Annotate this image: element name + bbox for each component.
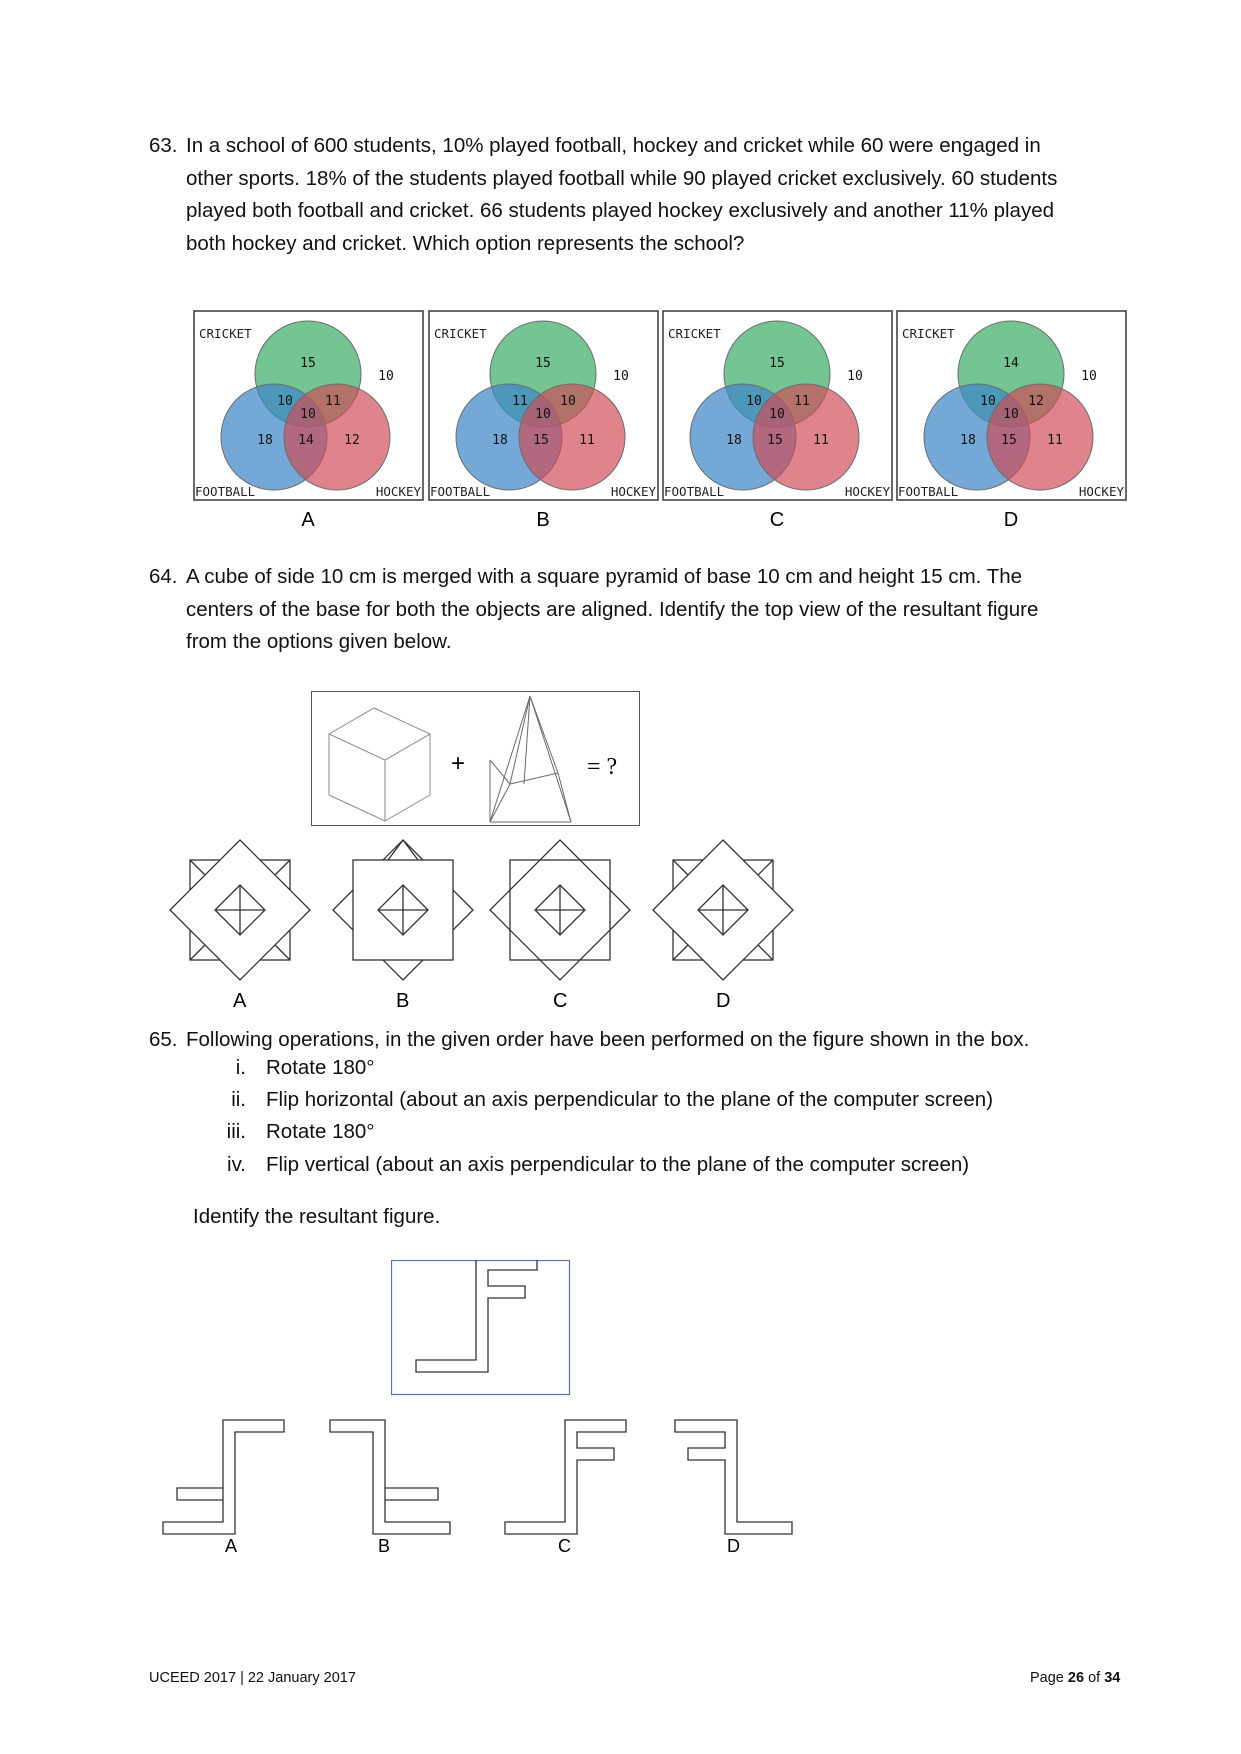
shape-outline [416, 1260, 537, 1372]
outside-value: 10 [613, 369, 629, 384]
option-label: D [716, 990, 731, 1010]
question-line: both hockey and cricket. Which option represents the school? [186, 231, 745, 255]
top-view-option-b[interactable] [333, 840, 473, 980]
top-view-option-a[interactable] [170, 840, 310, 980]
hockey-only-value: 12 [344, 433, 360, 448]
operation-numeral: i. [235, 1056, 246, 1079]
venn-option-a[interactable] [193, 310, 425, 532]
all-three-value: 10 [1003, 407, 1019, 422]
outside-value: 10 [378, 369, 394, 384]
option-label: D [727, 1536, 740, 1556]
option-label: C [553, 990, 568, 1010]
cricket-football-value: 10 [746, 394, 762, 409]
option-label: C [769, 509, 785, 531]
operation-numeral: iii. [226, 1120, 246, 1143]
question-line: In a school of 600 students, 10% played football, hockey and cricket while 60 were engaged in [186, 134, 1041, 157]
page-current: 26 [1067, 1670, 1085, 1686]
venn-option-d[interactable] [896, 310, 1128, 532]
question-number: 65. [149, 1028, 178, 1051]
option-label: D [1003, 509, 1019, 531]
venn-option-c[interactable] [662, 310, 894, 532]
cricket-hockey-value: 11 [794, 394, 810, 409]
hockey-only-value: 11 [579, 433, 595, 448]
cricket-only-value: 15 [769, 356, 785, 371]
hockey-label: HOCKEY [375, 484, 421, 499]
hockey-label: HOCKEY [610, 484, 656, 499]
transform-option-c[interactable] [505, 1420, 626, 1534]
transform-option-b[interactable] [330, 1420, 450, 1534]
football-only-value: 18 [726, 433, 742, 448]
transform-options [155, 1412, 805, 1557]
cricket-football-value: 10 [277, 394, 293, 409]
cricket-hockey-value: 10 [560, 394, 576, 409]
cube-drawing [329, 708, 430, 821]
operation-numeral: ii. [231, 1088, 246, 1111]
question-line: other sports. 18% of the students played football while 90 played cricket exclusively. 60 students [186, 166, 1058, 190]
option-label: A [233, 990, 247, 1010]
hockey-label: HOCKEY [844, 484, 890, 499]
question-text: Following operations, in the given order have been performed on the figure shown in the box. [186, 1028, 1030, 1051]
page-total: 34 [1104, 1670, 1121, 1686]
operation-text: Rotate 180° [266, 1056, 375, 1079]
football-label: FOOTBALL [898, 484, 959, 499]
outside-value: 10 [1081, 369, 1097, 384]
cricket-label: CRICKET [199, 326, 252, 341]
question-text [186, 130, 1057, 260]
outside-value: 10 [847, 369, 863, 384]
venn-option-b[interactable] [428, 310, 660, 532]
football-label: FOOTBALL [195, 484, 256, 499]
question-line: centers of the base for both the objects are aligned. Identify the top view of the resultant figure [186, 597, 1039, 621]
cricket-label: CRICKET [434, 326, 487, 341]
page-prefix: Page [1030, 1670, 1068, 1686]
option-label: A [225, 1536, 238, 1556]
operation-text: Rotate 180° [266, 1120, 375, 1143]
top-view-option-c[interactable] [490, 840, 630, 980]
football-hockey-value: 15 [533, 433, 549, 448]
cricket-hockey-value: 11 [325, 394, 341, 409]
operation-text: Flip vertical (about an axis perpendicular to the plane of the computer screen) [266, 1153, 970, 1176]
hockey-only-value: 11 [813, 433, 829, 448]
cube-pyramid-figure [311, 691, 641, 827]
question-line: played both football and cricket. 66 students played hockey exclusively and another 11% played [186, 199, 1055, 222]
footer-left: UCEED 2017 | 22 January 2017 [149, 1670, 356, 1686]
page-mid: of [1084, 1670, 1105, 1686]
footer-page [1030, 1670, 1120, 1686]
all-three-value: 10 [300, 407, 316, 422]
question-line: from the options given below. [186, 630, 452, 653]
football-hockey-value: 15 [1001, 433, 1017, 448]
cricket-football-value: 10 [980, 394, 996, 409]
cricket-only-value: 14 [1003, 356, 1019, 371]
football-only-value: 18 [492, 433, 508, 448]
cricket-hockey-value: 12 [1028, 394, 1044, 409]
transform-option-d[interactable] [675, 1420, 792, 1534]
all-three-value: 10 [769, 407, 785, 422]
option-label: A [301, 509, 315, 531]
football-label: FOOTBALL [664, 484, 725, 499]
football-hockey-value: 15 [767, 433, 783, 448]
option-label: B [396, 990, 410, 1010]
cricket-football-value: 11 [512, 394, 528, 409]
football-only-value: 18 [960, 433, 976, 448]
original-figure-box [391, 1260, 571, 1396]
option-label: C [558, 1536, 571, 1556]
option-label: B [378, 1536, 391, 1556]
operation-numeral: iv. [227, 1153, 246, 1176]
football-hockey-value: 14 [298, 433, 314, 448]
question-prompt: Identify the resultant figure. [193, 1205, 441, 1228]
cricket-label: CRICKET [668, 326, 721, 341]
question-text [186, 561, 1038, 659]
question-number: 63. [149, 134, 178, 157]
question-line: A cube of side 10 cm is merged with a square pyramid of base 10 cm and height 15 cm. The [186, 565, 1023, 588]
pyramid-drawing [490, 696, 571, 822]
football-label: FOOTBALL [430, 484, 491, 499]
football-only-value: 18 [257, 433, 273, 448]
cricket-label: CRICKET [902, 326, 955, 341]
top-view-option-d[interactable] [653, 840, 793, 980]
option-label: B [536, 509, 550, 531]
cricket-only-value: 15 [535, 356, 551, 371]
top-view-options [160, 835, 800, 1010]
hockey-only-value: 11 [1047, 433, 1063, 448]
plus-symbol: + [451, 750, 466, 777]
equals-question: = ? [587, 754, 618, 780]
question-number: 64. [149, 565, 178, 588]
all-three-value: 10 [535, 407, 551, 422]
hockey-label: HOCKEY [1078, 484, 1124, 499]
transform-option-a[interactable] [163, 1420, 284, 1534]
operation-text: Flip horizontal (about an axis perpendicular to the plane of the computer screen) [266, 1088, 994, 1111]
cricket-only-value: 15 [300, 356, 316, 371]
